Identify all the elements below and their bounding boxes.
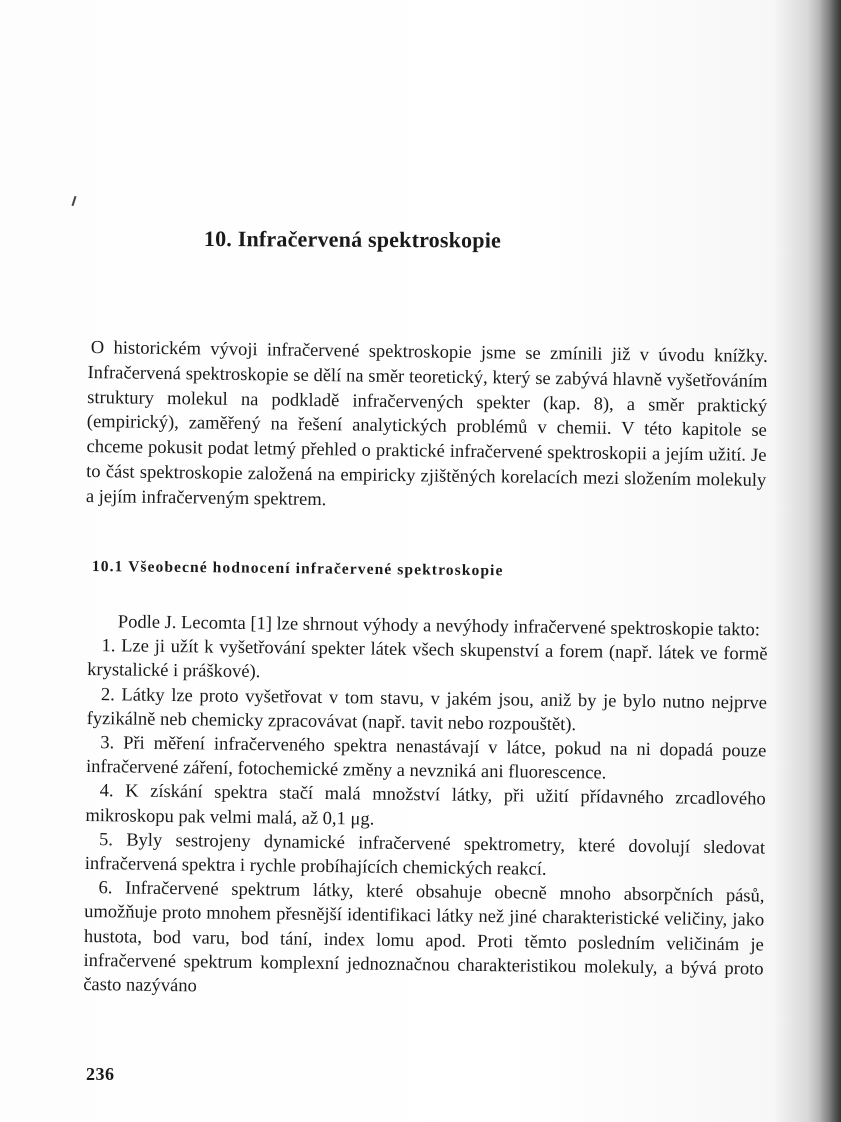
advantages-list bbox=[83, 610, 768, 1006]
list-item: 6. Infračervené spektrum látky, které obsahuje obecně mnoho absorpčních pásů, umožňuje proto mnohem přesnější identifikaci látky než jiné charakteristické veličiny, jako hustota, bod varu, bod tání, index lomu apod. Proti těmto posledním veličinám je infračervené spektrum komplexní jednoznačnou charakteristikou molekuly, a bývá proto často nazýváno bbox=[83, 878, 765, 997]
intro-paragraph: O historickém vývoji infračervené spektroskopie jsme se zmínili již v úvodu knížky. Infračervená spektroskopie se dělí na směr teoretický, který se zabývá hlavně vyšetřováním struktury molekul na podkladě infračervených spekter (kap. 8), a směr praktický (empirický), zaměřený na řešení analytických problémů v chemii. V této kapitole se chceme pokusit podat letmý přehled o praktické infračervené spektroskopii a jejím užití. Je to část spektroskopie založená na empiricky zjištěných korelacích mezi složením molekuly a jejím infračerveným spektrem. bbox=[85, 338, 768, 510]
stray-pencil-mark bbox=[72, 196, 77, 206]
list-item: 5. Byly sestrojeny dynamické infračervené spektrometry, které dovolují sledovat infračervená spektra i rychle probíhajících chemických reakcí. bbox=[84, 829, 766, 880]
chapter-title: 10. Infračervená spektroskopie bbox=[203, 226, 502, 253]
page-number: 236 bbox=[86, 1064, 115, 1084]
section-heading: 10.1 Všeobecné hodnocení infračervené spektroskopie bbox=[91, 558, 504, 580]
list-item: 3. Při měření infračerveného spektra nenastávají v látce, pokud na ni dopadá pouze infračervené záření, fotochemické změny a nevzniká ani fluorescence. bbox=[85, 733, 767, 784]
list-item: 1. Lze ji užít k vyšetřování spekter látek všech skupenství a forem (např. látek ve formě krystalické i práškové). bbox=[87, 636, 768, 683]
list-intro: Podle J. Lecomta [1] lze shrnout výhody a nevýhody infračervené spektroskopie takto: bbox=[117, 612, 761, 641]
list-item: 4. K získání spektra stačí malá množství látky, při užití přídavného zrcadlového mikroskopu pak velmi malá, až 0,1 μg. bbox=[85, 781, 766, 830]
book-binding-shadow bbox=[819, 0, 841, 1122]
list-item: 2. Látky lze proto vyšetřovat v tom stavu, v jakém jsou, aniž by je bylo nutno nejprve fyzikálně neb chemicky zpracovávat (např. tavit nebo rozpouštět). bbox=[86, 684, 768, 735]
